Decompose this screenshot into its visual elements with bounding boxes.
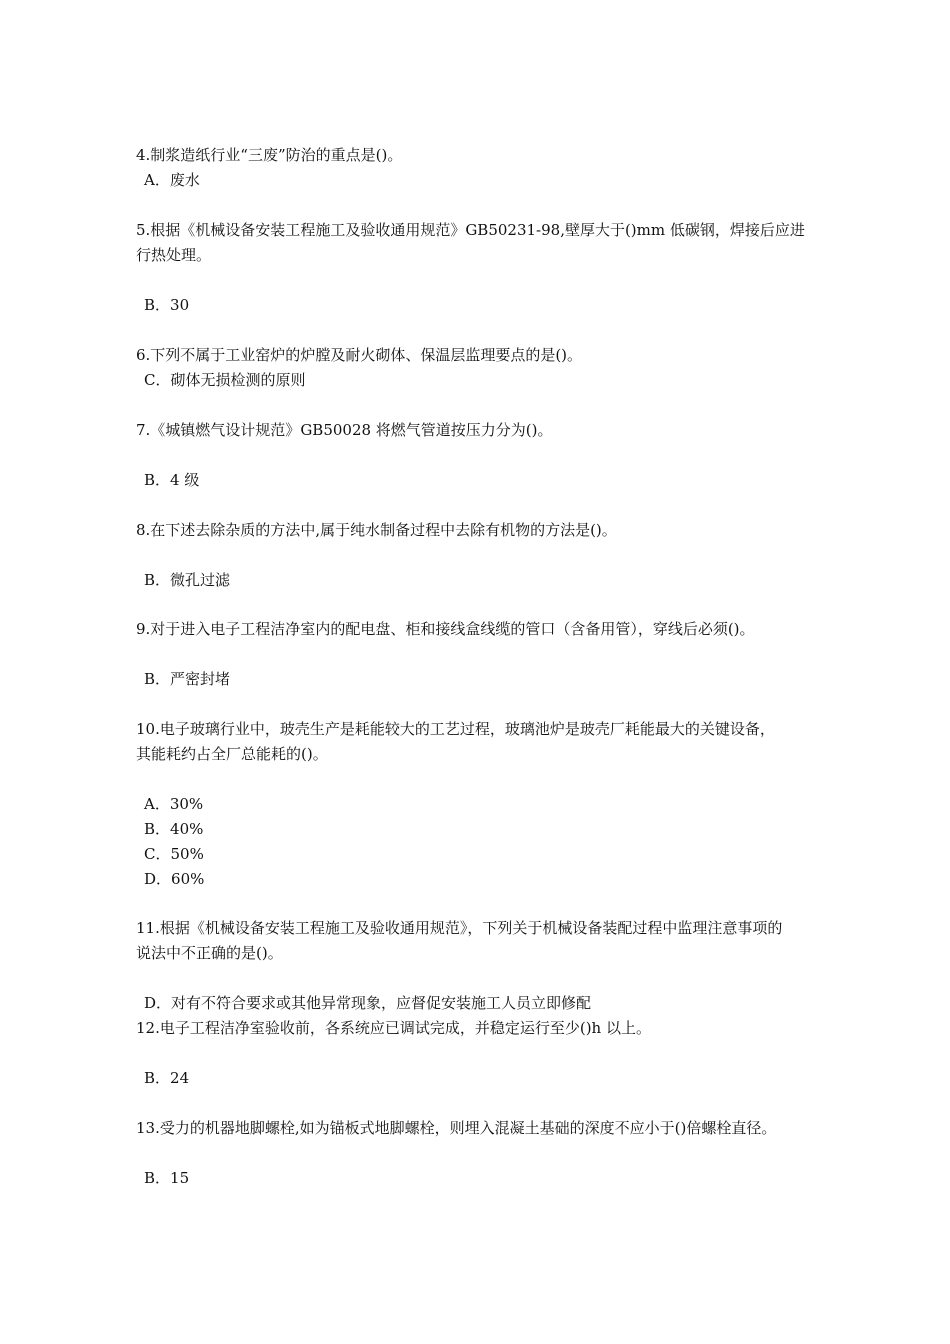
question-10-text-line2: 其能耗约占全厂总能耗的()。 (136, 745, 328, 763)
question-10-option-b: B．40% (144, 820, 204, 838)
question-4-answer: A．废水 (144, 171, 200, 189)
question-9-text: 9.对于进入电子工程洁净室内的配电盘、柜和接线盒线缆的管口（含备用管），穿线后必须()。 (136, 620, 755, 638)
question-6-answer: C．砌体无损检测的原则 (144, 371, 306, 389)
question-7-text: 7.《城镇燃气设计规范》GB50028 将燃气管道按压力分为()。 (136, 421, 553, 439)
question-10-option-a: A．30% (144, 795, 204, 813)
question-12-text: 12.电子工程洁净室验收前，各系统应已调试完成，并稳定运行至少()h 以上。 (136, 1019, 651, 1037)
question-10-option-d: D．60% (144, 870, 205, 888)
question-7-answer: B．4 级 (144, 471, 200, 489)
question-5-answer: B．30 (144, 296, 190, 314)
question-13-text: 13.受力的机器地脚螺栓,如为锚板式地脚螺栓，则埋入混凝土基础的深度不应小于()倍螺栓直径。 (136, 1119, 777, 1137)
question-5-text-line1: 5.根据《机械设备安装工程施工及验收通用规范》GB50231-98,壁厚大于()mm 低碳钢，焊接后应进 (136, 221, 805, 239)
question-10-option-c: C．50% (144, 845, 204, 863)
question-5-text-line2: 行热处理。 (136, 246, 212, 264)
question-4-text: 4.制浆造纸行业“三废”防治的重点是()。 (136, 146, 403, 164)
question-11-answer: D．对有不符合要求或其他异常现象，应督促安装施工人员立即修配 (144, 994, 592, 1012)
question-8-answer: B．微孔过滤 (144, 571, 231, 589)
question-13-answer: B．15 (144, 1169, 190, 1187)
question-12-answer: B．24 (144, 1069, 190, 1087)
question-8-text: 8.在下述去除杂质的方法中,属于纯水制备过程中去除有机物的方法是()。 (136, 521, 617, 539)
question-10-text-line1: 10.电子玻璃行业中，玻壳生产是耗能较大的工艺过程，玻璃池炉是玻壳厂耗能最大的关键设备， (136, 720, 775, 738)
question-9-answer: B．严密封堵 (144, 670, 231, 688)
question-11-text-line1: 11.根据《机械设备安装工程施工及验收通用规范》，下列关于机械设备装配过程中监理注意事项的 (136, 919, 783, 937)
question-6-text: 6.下列不属于工业窑炉的炉膛及耐火砌体、保温层监理要点的是()。 (136, 346, 583, 364)
question-11-text-line2: 说法中不正确的是()。 (136, 944, 283, 962)
